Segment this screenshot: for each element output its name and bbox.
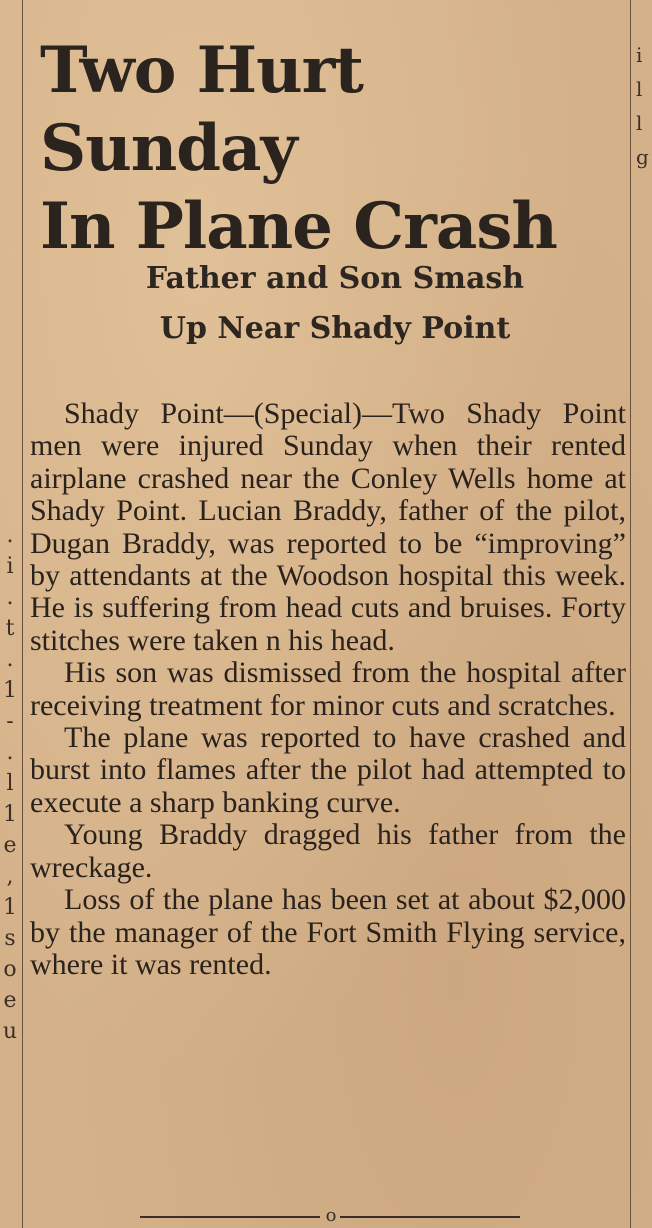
adjacent-fragment: g <box>636 145 649 169</box>
headline-line-1: Two Hurt Sunday <box>40 33 363 186</box>
article-paragraph: Shady Point—(Special)—Two Shady Point men were injured Sunday when their rented airplane crashed near the Conley Wells home at Shady Point. Lucian Braddy, father of the pilot, Dugan Braddy, was reported to be “improving” by attendants at the Woodson hospital this week. He is suffering from head cuts and bruises. Forty stitches were taken n his head. <box>30 397 626 657</box>
adjacent-fragment: - <box>6 709 14 734</box>
article-paragraph: Young Braddy dragged his father from the wreckage. <box>30 818 626 884</box>
adjacent-fragment: u <box>2 1019 18 1044</box>
adjacent-fragment: e <box>3 988 17 1013</box>
article-paragraph: His son was dismissed from the hospital after receiving treatment for minor cuts and scratches. <box>30 656 626 722</box>
adjacent-fragment: . <box>6 523 14 548</box>
article-paragraph: Loss of the plane has been set at about $2,000 by the manager of the Fort Smith Flying service, where it was rented. <box>30 883 626 981</box>
adjacent-fragment: i <box>6 554 14 579</box>
adjacent-fragment: t <box>5 616 15 641</box>
end-separator <box>140 1206 520 1226</box>
headline-line-2: In Plane Crash <box>40 189 557 264</box>
separator-line-right <box>340 1216 520 1218</box>
adjacent-fragment: i <box>636 43 643 67</box>
article-body <box>30 398 626 981</box>
adjacent-fragment: l <box>636 77 643 101</box>
column-rule-right <box>630 0 631 1228</box>
adjacent-fragment: o <box>3 957 17 982</box>
separator-line-left <box>140 1216 320 1218</box>
adjacent-column-fragments-right <box>636 38 652 174</box>
adjacent-fragment: s <box>4 926 16 951</box>
adjacent-fragment: l <box>636 111 643 135</box>
subheadline-line-1: Father and Son Smash <box>145 261 525 296</box>
separator-mark: o <box>325 1205 337 1226</box>
adjacent-fragment: e <box>3 833 17 858</box>
adjacent-fragment: , <box>6 864 14 889</box>
adjacent-fragment: 1 <box>3 895 17 920</box>
adjacent-fragment: 1 <box>3 678 17 703</box>
adjacent-fragment: 1 <box>3 802 17 827</box>
adjacent-fragment: . <box>6 740 14 765</box>
adjacent-fragment: l <box>6 771 14 796</box>
headline <box>40 32 630 266</box>
subheadline <box>40 254 630 354</box>
adjacent-fragment: . <box>6 647 14 672</box>
column-rule-left <box>22 0 23 1228</box>
adjacent-fragment: . <box>6 585 14 610</box>
subheadline-line-2: Up Near Shady Point <box>159 311 511 346</box>
article-paragraph: The plane was reported to have crashed and burst into flames after the pilot had attempted to execute a sharp banking curve. <box>30 721 626 819</box>
adjacent-column-fragments-left <box>0 520 20 1047</box>
